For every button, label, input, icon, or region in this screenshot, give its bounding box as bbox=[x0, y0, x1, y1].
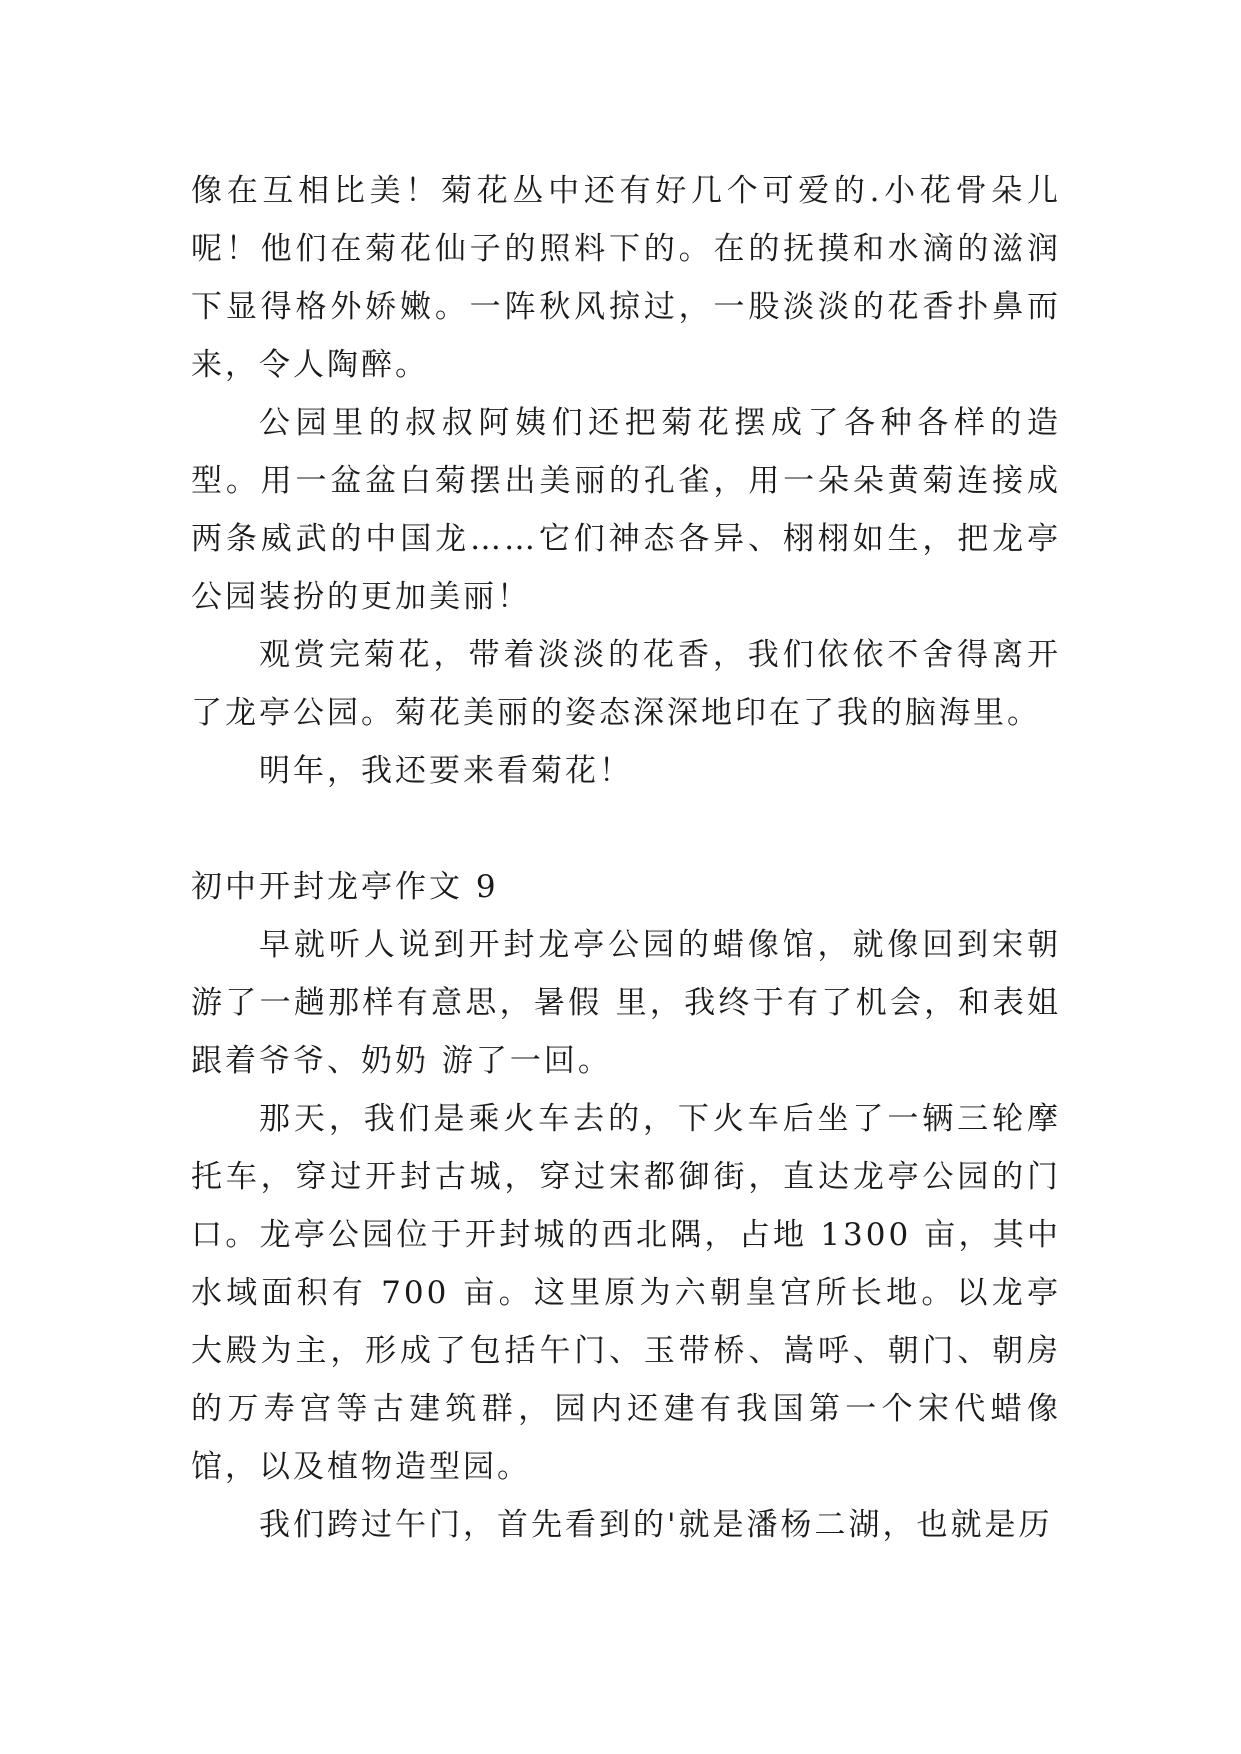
paragraph-1: 像在互相比美！菊花丛中还有好几个可爱的.小花骨朵儿呢！他们在菊花仙子的照料下的。在的抚摸和水滴的滋润下显得格外娇嫩。一阵秋风掠过，一股淡淡的花香扑鼻而来，令人陶醉。 bbox=[191, 173, 1061, 383]
section-heading: 初中开封龙亭作文 9 bbox=[191, 869, 499, 905]
document-body bbox=[191, 162, 1061, 1554]
paragraph-3: 观赏完菊花，带着淡淡的花香，我们依依不舍得离开了龙亭公园。菊花美丽的姿态深深地印在了我的脑海里。 bbox=[191, 637, 1061, 731]
paragraph-5: 早就听人说到开封龙亭公园的蜡像馆，就像回到宋朝游了一趟那样有意思，暑假 里，我终于有了机会，和表姐跟着爷爷、奶奶 游了一回。 bbox=[191, 927, 1061, 1079]
paragraph-7: 我们跨过午门，首先看到的'就是潘杨二湖，也就是历 bbox=[259, 1507, 1053, 1543]
paragraph-6: 那天，我们是乘火车去的，下火车后坐了一辆三轮摩托车，穿过开封古城，穿过宋都御街，直达龙亭公园的门口。龙亭公园位于开封城的西北隅，占地 1300 亩，其中水域面积有 700 亩。这里原为六朝皇宫所长地。以龙亭大殿为主，形成了包括午门、玉带桥、嵩呼、朝门、朝房的万寿宫等古建筑群，园内还建有我国第一个宋代蜡像馆，以及植物造型园。 bbox=[191, 1101, 1061, 1485]
paragraph-2: 公园里的叔叔阿姨们还把菊花摆成了各种各样的造型。用一盆盆白菊摆出美丽的孔雀，用一朵朵黄菊连接成两条威武的中国龙……它们神态各异、栩栩如生，把龙亭公园装扮的更加美丽！ bbox=[191, 405, 1061, 615]
paragraph-4: 明年，我还要来看菊花！ bbox=[259, 753, 633, 789]
